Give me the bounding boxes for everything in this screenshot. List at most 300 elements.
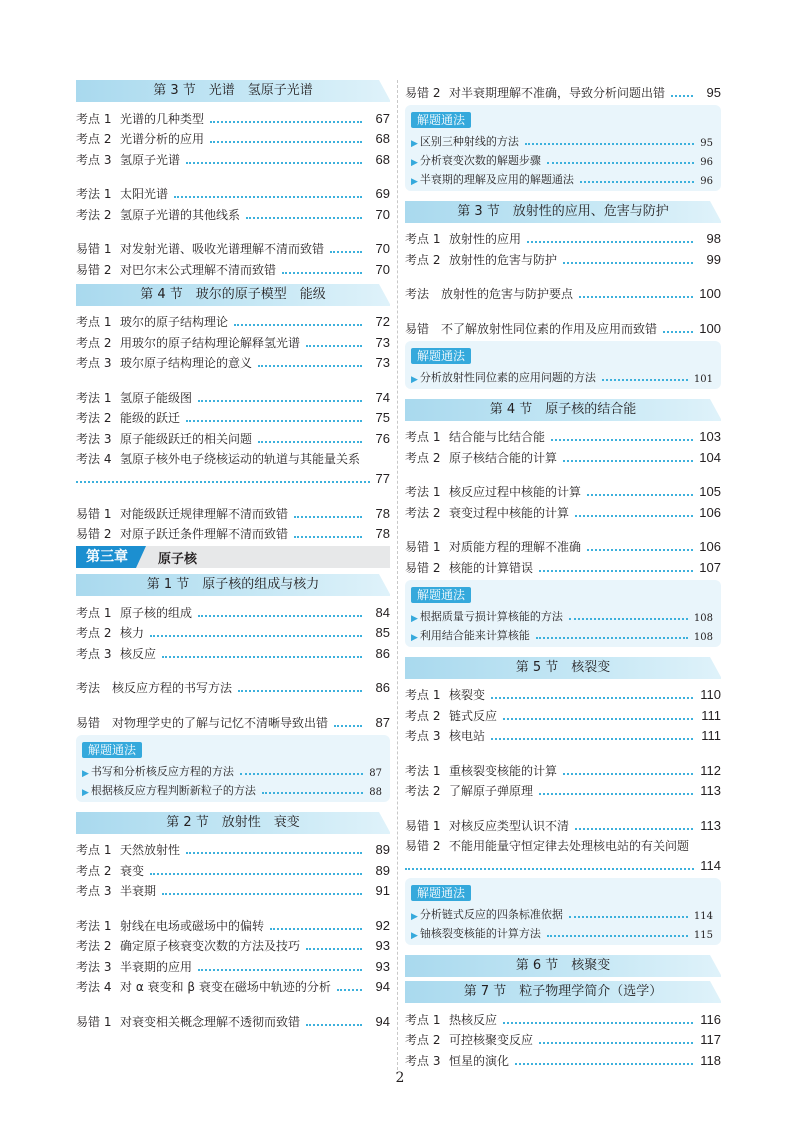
dot-leader	[503, 1022, 693, 1024]
toc-entry[interactable]	[76, 147, 390, 168]
entry-title: 衰变	[120, 863, 145, 878]
spacer	[405, 268, 721, 282]
toc-entry[interactable]	[405, 247, 721, 268]
entry-page: 106	[699, 504, 721, 520]
entry-page: 110	[700, 687, 721, 702]
entry-title: 对发射光谱、吸收光谱理解不清而致错	[120, 242, 325, 256]
dot-leader	[162, 656, 362, 658]
toc-entry[interactable]	[405, 703, 721, 724]
spacer	[76, 899, 390, 913]
toc-entry[interactable]	[405, 425, 721, 446]
spacer	[76, 662, 390, 676]
toc-entry[interactable]	[76, 182, 390, 203]
dot-leader	[663, 331, 693, 333]
entry-title: 对 α 衰变和 β 衰变在磁场中轨迹的分析	[120, 980, 331, 994]
tip-page: 101	[693, 373, 713, 385]
tip-entry[interactable]	[411, 130, 713, 149]
entry-page: 113	[700, 783, 721, 798]
solution-methods-box	[405, 580, 721, 647]
entry-title: 链式反应	[449, 708, 498, 723]
dot-leader	[258, 441, 362, 443]
entry-kind: 考点 2	[405, 1033, 441, 1047]
entry-title: 不了解放射性同位素的作用及应用而致错	[441, 321, 658, 336]
dot-leader	[246, 217, 362, 219]
entry-kind: 考点 2	[76, 335, 112, 350]
toc-entry[interactable]	[405, 316, 721, 337]
solution-methods-tag: 解题通法	[82, 742, 142, 758]
entry-title: 重核裂变核能的计算	[449, 763, 558, 778]
entry-kind: 考法 1	[76, 918, 112, 933]
toc-entry[interactable]	[405, 1028, 721, 1049]
entry-page: 74	[375, 389, 390, 405]
tip-page: 108	[693, 631, 713, 643]
spacer	[405, 799, 721, 813]
toc-entry[interactable]	[76, 310, 390, 331]
entry-page: 95	[706, 84, 721, 100]
dot-leader	[602, 379, 688, 381]
entry-page: 106	[699, 539, 721, 554]
tip-title: 分析衰变次数的解题步骤	[419, 153, 541, 167]
entry-title: 氢原子光谱的其他线系	[120, 207, 241, 222]
entry-page: 105	[699, 484, 721, 499]
solution-methods-tag: 解题通法	[411, 587, 471, 603]
toc-entry[interactable]	[76, 257, 390, 278]
toc-entry[interactable]	[76, 621, 390, 642]
tip-page: 88	[369, 786, 382, 798]
entry-title: 放射性的危害与防护	[449, 252, 558, 267]
dot-leader	[330, 251, 362, 253]
entry-page: 100	[699, 320, 721, 336]
section-header[interactable]: 第 4 节 玻尔的原子模型 能级	[76, 284, 390, 306]
entry-page: 99	[706, 251, 721, 267]
tip-entry[interactable]	[411, 168, 713, 187]
entry-page: 94	[375, 979, 390, 994]
entry-page: 76	[375, 430, 390, 446]
tip-title: 书写和分析核反应方程的方法	[90, 764, 234, 778]
toc-entry[interactable]	[405, 758, 721, 779]
entry-kind: 易错 1	[76, 242, 112, 256]
chapter-header[interactable]	[76, 546, 390, 568]
entry-title: 了解原子弹原理	[449, 784, 534, 798]
spacer	[76, 995, 390, 1009]
dot-leader	[575, 828, 693, 830]
tip-title: 分析放射性同位素的应用问题的方法	[419, 370, 596, 384]
entry-title: 对物理学史的了解与记忆不清晰导致出错	[112, 715, 329, 730]
entry-title: 核反应	[120, 646, 157, 661]
spacer	[405, 521, 721, 535]
dot-leader	[525, 143, 694, 145]
toc-entry[interactable]	[76, 426, 390, 447]
entry-kind: 考点 3	[76, 152, 112, 167]
dot-leader	[234, 324, 362, 326]
toc-entry[interactable]	[76, 351, 390, 372]
dot-leader	[186, 420, 362, 422]
dot-leader	[210, 141, 362, 143]
dot-leader	[405, 868, 694, 870]
entry-page: 89	[375, 842, 390, 857]
toc-entry[interactable]	[405, 500, 721, 521]
section-header[interactable]: 第 5 节 核裂变	[405, 657, 721, 679]
dot-leader	[515, 1063, 693, 1065]
spacer	[76, 223, 390, 237]
toc-entry[interactable]	[76, 202, 390, 223]
solution-methods-box	[405, 878, 721, 945]
entry-title: 用玻尔的原子结构理论解释氢光谱	[120, 335, 301, 350]
entry-title: 核反应方程的书写方法	[112, 681, 233, 695]
entry-page: 112	[700, 762, 721, 778]
toc-entry[interactable]	[76, 600, 390, 621]
entry-page: 111	[701, 728, 721, 743]
toc-entry[interactable]	[405, 80, 721, 101]
toc-entry[interactable]	[405, 227, 721, 248]
entry-kind: 考法 3	[76, 959, 112, 974]
entry-page: 70	[375, 206, 390, 222]
dot-leader	[306, 1024, 362, 1026]
section-header[interactable]: 第 7 节 粒子物理学简介（选学）	[405, 981, 721, 1003]
spacer	[76, 696, 390, 710]
dot-leader	[491, 697, 693, 699]
entry-kind: 考法 1	[405, 485, 441, 499]
dot-leader	[262, 792, 363, 794]
entry-title: 衰变过程中核能的计算	[449, 505, 570, 520]
entry-kind: 考点 3	[76, 884, 112, 898]
dot-leader	[240, 773, 363, 775]
entry-title: 光谱的几种类型	[120, 111, 205, 126]
toc-entry[interactable]	[76, 676, 390, 697]
entry-title: 氢原子能级图	[120, 390, 193, 405]
entry-page: 118	[700, 1052, 721, 1068]
entry-title: 射线在电场或磁场中的偏转	[120, 918, 265, 933]
entry-kind: 考点 3	[76, 646, 112, 661]
tip-entry[interactable]	[82, 779, 382, 798]
entry-title: 结合能与比结合能	[449, 430, 546, 444]
entry-title: 半衰期	[120, 884, 157, 898]
entry-kind: 易错	[405, 321, 430, 336]
spacer	[76, 168, 390, 182]
entry-page: 94	[375, 1013, 390, 1029]
entry-kind: 易错 2	[76, 527, 112, 541]
dot-leader	[186, 852, 362, 854]
entry-title: 对质能方程的理解不准确	[449, 540, 582, 554]
dot-leader	[536, 637, 688, 639]
dot-leader	[270, 928, 362, 930]
tip-title: 铀核裂变核能的计算方法	[419, 927, 541, 940]
dot-leader	[306, 345, 362, 347]
entry-kind: 考点 1	[405, 1012, 441, 1027]
entry-page: 91	[375, 883, 390, 898]
dot-leader	[198, 615, 362, 617]
entry-page: 86	[375, 680, 390, 695]
entry-kind: 考点 2	[76, 863, 112, 878]
dot-leader	[547, 162, 694, 164]
dot-leader	[503, 718, 693, 720]
entry-title: 能级的跃迁	[120, 411, 181, 425]
entry-page: 111	[701, 707, 721, 723]
dot-leader	[580, 181, 694, 183]
toc-entry[interactable]	[76, 975, 390, 996]
entry-page: 75	[375, 410, 390, 425]
entry-page: 117	[700, 1032, 721, 1047]
section-header[interactable]: 第 1 节 原子核的组成与核力	[76, 574, 390, 596]
entry-page: 92	[375, 917, 390, 933]
toc-entry[interactable]	[76, 934, 390, 955]
entry-kind: 易错 1	[76, 1014, 112, 1029]
triangle-bullet-icon: ▶	[82, 768, 89, 779]
tip-entry[interactable]	[411, 624, 713, 643]
entry-page: 73	[375, 355, 390, 370]
tip-page: 114	[693, 911, 713, 922]
entry-kind: 考法 2	[405, 784, 441, 798]
right-column	[405, 80, 721, 1069]
tip-entry[interactable]	[411, 922, 713, 941]
chapter-title: 原子核	[158, 551, 198, 567]
dot-leader	[162, 893, 362, 895]
entry-title: 确定原子核衰变次数的方法及技巧	[120, 939, 301, 953]
toc-entry[interactable]	[405, 779, 721, 800]
dot-leader	[539, 1042, 693, 1044]
entry-kind: 考点 2	[76, 132, 112, 146]
toc-entry[interactable]	[405, 1048, 721, 1069]
toc-entry[interactable]	[76, 710, 390, 731]
entry-title: 核反应过程中核能的计算	[449, 485, 582, 499]
dot-leader	[539, 570, 693, 572]
entry-title: 对原子跃迁条件理解不清而致错	[120, 527, 289, 541]
toc-entry[interactable]	[76, 501, 390, 522]
entry-title: 核力	[120, 626, 145, 640]
dot-leader	[186, 162, 362, 164]
entry-title: 可控核聚变反应	[449, 1033, 534, 1047]
entry-title: 原子能级跃迁的相关问题	[120, 431, 253, 446]
entry-kind: 考法 3	[76, 431, 112, 446]
dot-leader	[150, 873, 362, 875]
tip-page: 108	[693, 612, 713, 624]
entry-title: 天然放射性	[120, 843, 181, 857]
entry-page: 89	[375, 862, 390, 878]
toc-entry[interactable]	[76, 385, 390, 406]
dot-leader	[337, 989, 362, 991]
entry-page: 113	[700, 817, 721, 833]
spacer	[405, 302, 721, 316]
entry-title: 太阳光谱	[120, 187, 169, 201]
toc-entry[interactable]	[76, 406, 390, 427]
entry-title: 原子核的组成	[120, 605, 193, 620]
entry-title: 恒星的演化	[449, 1053, 510, 1068]
entry-title: 对巴尔末公式理解不清而致错	[120, 262, 277, 277]
dot-leader	[539, 793, 693, 795]
dot-leader	[527, 241, 693, 243]
toc-entry[interactable]	[76, 1009, 390, 1030]
solution-methods-box	[405, 105, 721, 191]
spacer	[405, 466, 721, 480]
tip-page: 96	[700, 156, 713, 168]
toc-entry[interactable]	[405, 282, 721, 303]
entry-page: 93	[375, 938, 390, 953]
column-divider	[397, 80, 398, 1070]
solution-methods-box	[405, 341, 721, 389]
spacer	[405, 744, 721, 758]
entry-kind: 易错 1	[405, 540, 441, 554]
toc-entry[interactable]	[405, 445, 721, 466]
triangle-bullet-icon: ▶	[411, 632, 418, 643]
toc-entry[interactable]	[76, 954, 390, 975]
toc-entry[interactable]	[405, 535, 721, 556]
page-number: 2	[395, 1070, 405, 1086]
entry-page: 93	[375, 958, 390, 974]
toc-entry[interactable]	[76, 237, 390, 258]
entry-kind: 考点 1	[405, 232, 441, 246]
toc-entry[interactable]	[405, 555, 721, 576]
entry-kind: 考法 4	[76, 452, 112, 466]
dot-leader	[294, 536, 362, 538]
entry-title: 不能用能量守恒定律去处理核电站的有关问题	[449, 839, 690, 853]
tip-page: 115	[693, 930, 713, 941]
triangle-bullet-icon: ▶	[411, 138, 418, 149]
chapter-number: 第三章	[76, 546, 136, 568]
toc-entry[interactable]	[76, 106, 390, 127]
dot-leader	[579, 296, 693, 298]
entry-page: 70	[375, 241, 390, 256]
entry-title: 对半衰期理解不准确，导致分析问题出错	[449, 85, 666, 100]
entry-kind: 考法 4	[76, 980, 112, 994]
spacer	[76, 487, 390, 501]
toc-entry[interactable]	[76, 879, 390, 900]
toc-entry[interactable]	[76, 330, 390, 351]
entry-kind: 易错 1	[405, 818, 441, 833]
entry-kind: 考法 2	[76, 939, 112, 953]
dot-leader	[563, 460, 693, 462]
solution-methods-tag: 解题通法	[411, 112, 471, 128]
solution-methods-box	[76, 735, 390, 802]
toc-entry[interactable]	[76, 913, 390, 934]
entry-page: 103	[699, 429, 721, 444]
entry-kind: 考点 3	[405, 729, 441, 743]
entry-page: 72	[375, 314, 390, 329]
dot-leader	[563, 262, 693, 264]
toc-entry[interactable]	[76, 447, 390, 488]
entry-kind: 易错	[76, 715, 101, 730]
solution-methods-tag: 解题通法	[411, 348, 471, 364]
entry-kind: 考点 3	[405, 1053, 441, 1068]
toc-entry[interactable]	[405, 834, 721, 875]
dot-leader	[210, 121, 362, 123]
section-header[interactable]: 第 6 节 核聚变	[405, 955, 721, 977]
solution-methods-tag: 解题通法	[411, 885, 471, 901]
tip-page: 96	[700, 175, 713, 187]
toc-entry[interactable]	[405, 1007, 721, 1028]
entry-title: 原子核结合能的计算	[449, 450, 558, 465]
tip-entry[interactable]	[411, 149, 713, 168]
entry-kind: 易错 2	[405, 85, 441, 100]
entry-title: 放射性的危害与防护要点	[441, 287, 574, 301]
entry-page: 87	[375, 714, 390, 730]
entry-page: 67	[375, 110, 390, 126]
dot-leader	[174, 196, 362, 198]
entry-page: 68	[375, 131, 390, 146]
dot-leader	[569, 618, 688, 620]
section-header[interactable]: 第 3 节 光谱 氢原子光谱	[76, 80, 390, 102]
dot-leader	[491, 738, 693, 740]
tip-title: 区别三种射线的方法	[419, 134, 519, 148]
toc-entry[interactable]	[76, 641, 390, 662]
entry-page: 69	[375, 186, 390, 201]
dot-leader	[76, 481, 370, 483]
dot-leader	[587, 494, 693, 496]
entry-kind: 考点 1	[76, 843, 112, 857]
tip-page: 87	[369, 767, 382, 779]
entry-title: 氢原子光谱	[120, 152, 181, 167]
toc-entry[interactable]	[405, 724, 721, 745]
entry-page: 100	[699, 286, 721, 301]
entry-kind: 考法	[405, 287, 430, 301]
entry-kind: 考点 1	[76, 605, 112, 620]
entry-kind: 考点 2	[76, 626, 112, 640]
entry-page: 78	[375, 505, 390, 521]
entry-kind: 考点 3	[76, 356, 112, 370]
toc-entry[interactable]	[405, 813, 721, 834]
entry-title: 核电站	[449, 729, 486, 743]
entry-page: 85	[375, 625, 390, 640]
entry-page: 114	[700, 858, 721, 873]
tip-entry[interactable]	[411, 366, 713, 385]
entry-page: 73	[375, 334, 390, 350]
tip-entry[interactable]	[411, 903, 713, 922]
entry-kind: 考点 1	[76, 315, 112, 329]
tip-entry[interactable]	[82, 760, 382, 779]
entry-kind: 易错 2	[76, 262, 112, 277]
dot-leader	[587, 549, 693, 551]
entry-kind: 易错 2	[405, 839, 441, 853]
dot-leader	[294, 516, 362, 518]
entry-page: 104	[699, 449, 721, 465]
entry-title: 对能级跃迁规律理解不清而致错	[120, 506, 289, 521]
entry-kind: 考法 2	[76, 411, 112, 425]
section-header[interactable]: 第 3 节 放射性的应用、危害与防护	[405, 201, 721, 223]
dot-leader	[547, 935, 688, 937]
section-header[interactable]: 第 4 节 原子核的结合能	[405, 399, 721, 421]
entry-title: 氢原子核外电子绕核运动的轨道与其能量关系	[120, 452, 361, 466]
entry-page: 86	[375, 645, 390, 661]
entry-page: 68	[375, 151, 390, 167]
toc-entry[interactable]	[405, 683, 721, 704]
toc-entry[interactable]	[76, 838, 390, 859]
entry-title: 热核反应	[449, 1012, 498, 1027]
toc-entry[interactable]	[76, 522, 390, 543]
triangle-bullet-icon: ▶	[411, 176, 418, 187]
section-header[interactable]: 第 2 节 放射性 衰变	[76, 812, 390, 834]
triangle-bullet-icon: ▶	[411, 613, 418, 624]
entry-kind: 考点 2	[405, 252, 441, 267]
entry-title: 玻尔原子结构理论的意义	[120, 356, 253, 370]
spacer	[76, 371, 390, 385]
tip-title: 根据质量亏损计算核能的方法	[419, 609, 563, 623]
toc-entry[interactable]	[76, 127, 390, 148]
entry-kind: 考法 1	[405, 763, 441, 778]
entry-page: 70	[375, 261, 390, 277]
dot-leader	[569, 916, 688, 918]
toc-entry[interactable]	[76, 858, 390, 879]
entry-kind: 考法 1	[76, 187, 112, 201]
entry-title: 光谱分析的应用	[120, 132, 205, 146]
toc-entry[interactable]	[405, 480, 721, 501]
tip-page: 95	[700, 137, 713, 149]
dot-leader	[150, 635, 362, 637]
triangle-bullet-icon: ▶	[82, 787, 89, 798]
dot-leader	[198, 400, 362, 402]
entry-title: 玻尔的原子结构理论	[120, 315, 229, 329]
tip-entry[interactable]	[411, 605, 713, 624]
entry-title: 核能的计算错误	[449, 560, 534, 575]
entry-kind: 易错 2	[405, 560, 441, 575]
